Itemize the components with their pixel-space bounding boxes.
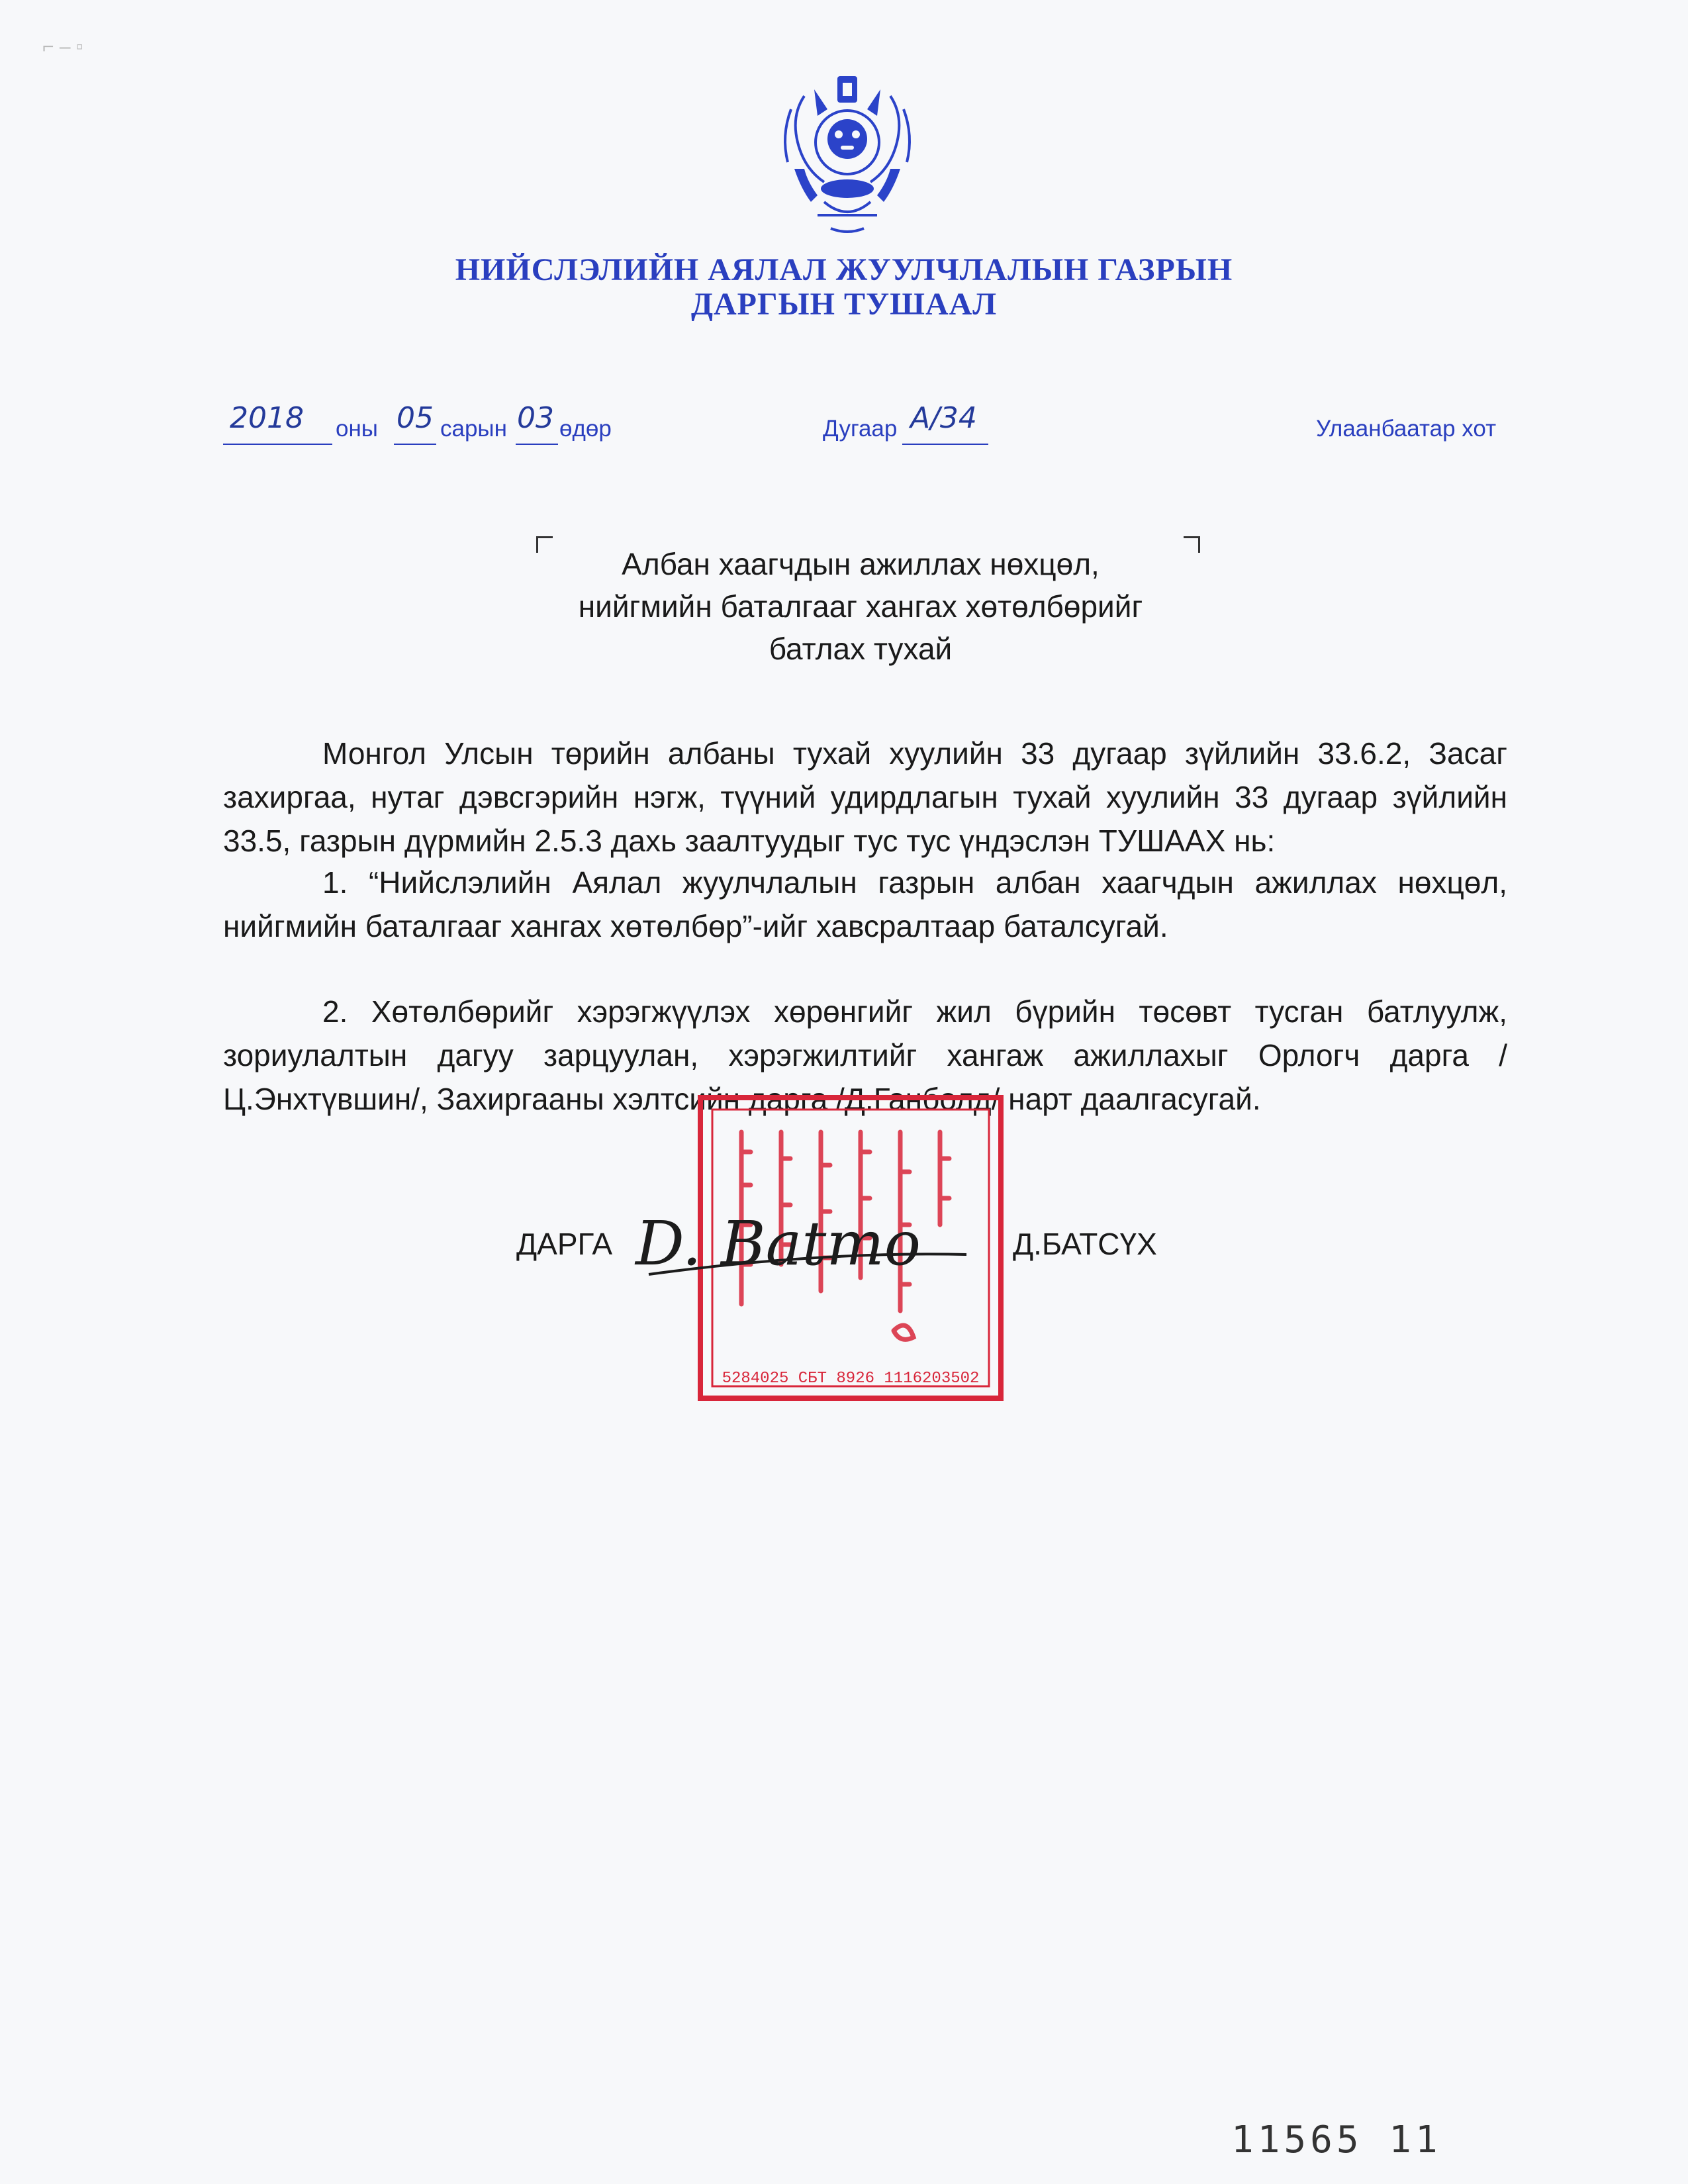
subject-line-2: нийгмийн баталгааг хангах хөтөлбөрийг bbox=[578, 589, 1143, 624]
year-handwritten: 2018 bbox=[230, 401, 304, 435]
body-preamble bbox=[223, 732, 1507, 863]
header-line-1: НИЙСЛЭЛИЙН АЯЛАЛ ЖУУЛЧЛАЛЫН ГАЗРЫН bbox=[455, 252, 1233, 287]
number-label: Дугаар bbox=[823, 416, 898, 442]
subject-title bbox=[463, 543, 1258, 670]
day-handwritten: 03 bbox=[517, 401, 554, 435]
signatory-name: Д.БАТСҮХ bbox=[1013, 1227, 1157, 1261]
month-suffix: сарын bbox=[440, 416, 507, 442]
subject-line-1: Албан хаагчдын ажиллах нөхцөл, bbox=[622, 547, 1100, 581]
subject-line-3: батлах тухай bbox=[769, 632, 953, 666]
footer-registry-number: 11565 11 bbox=[1231, 2118, 1442, 2161]
preamble-text: Монгол Улсын төрийн албаны тухай хуулийн 33 дугаар зүйлийн 33.6.2, Засаг захиргаа, нутаг дэвсгэрийн нэгж, түүний удирдлагын тухай хуулийн 33 дугаар зүйлийн 33.5, газрын дүрмийн 2.5.3 дахь заалтуудыг тус тус үндэслэн ТУШААХ нь: bbox=[223, 736, 1507, 858]
city: Улаанбаатар хот bbox=[1316, 416, 1497, 442]
stamp-code: 5284025 СБТ 8926 1116203502 bbox=[722, 1370, 980, 1388]
month-handwritten: 05 bbox=[397, 401, 434, 435]
item-2-text: 2. Хөтөлбөрийг хэрэгжүүлэх хөрөнгийг жил бүрийн төсөвт тусган батлуулж, зориулалтын дагуу зарцуулан, хэрэгжилтийг хангаж ажиллахыг Орлогч дарга /Ц.Энхтүвшин/, Захиргааны хэлтсийн дарга /Д.Ганболд/ нарт даалгасугай. bbox=[223, 994, 1507, 1116]
body-item-1 bbox=[223, 861, 1507, 948]
state-emblem-icon bbox=[778, 70, 917, 235]
signatory-title: ДАРГА bbox=[516, 1227, 613, 1261]
year-suffix: оны bbox=[336, 416, 378, 442]
signature-text: D. Batmo bbox=[635, 1208, 921, 1279]
scan-artifact: ⌐ ‒ ▫ bbox=[42, 36, 83, 58]
header-line-2: ДАРГЫН ТУШААЛ bbox=[690, 287, 998, 322]
order-number-field bbox=[823, 401, 977, 442]
day-suffix: өдөр bbox=[559, 416, 612, 442]
number-handwritten: А/34 bbox=[910, 401, 977, 435]
item-1-text: 1. “Нийслэлийн Аялал жуулчлалын газрын албан хаагчдын ажиллах нөхцөл, нийгмийн баталгааг хангах хөтөлбөр”-ийг хавсралтаар баталсугай. bbox=[223, 865, 1507, 943]
handwritten-signature bbox=[622, 1192, 993, 1304]
